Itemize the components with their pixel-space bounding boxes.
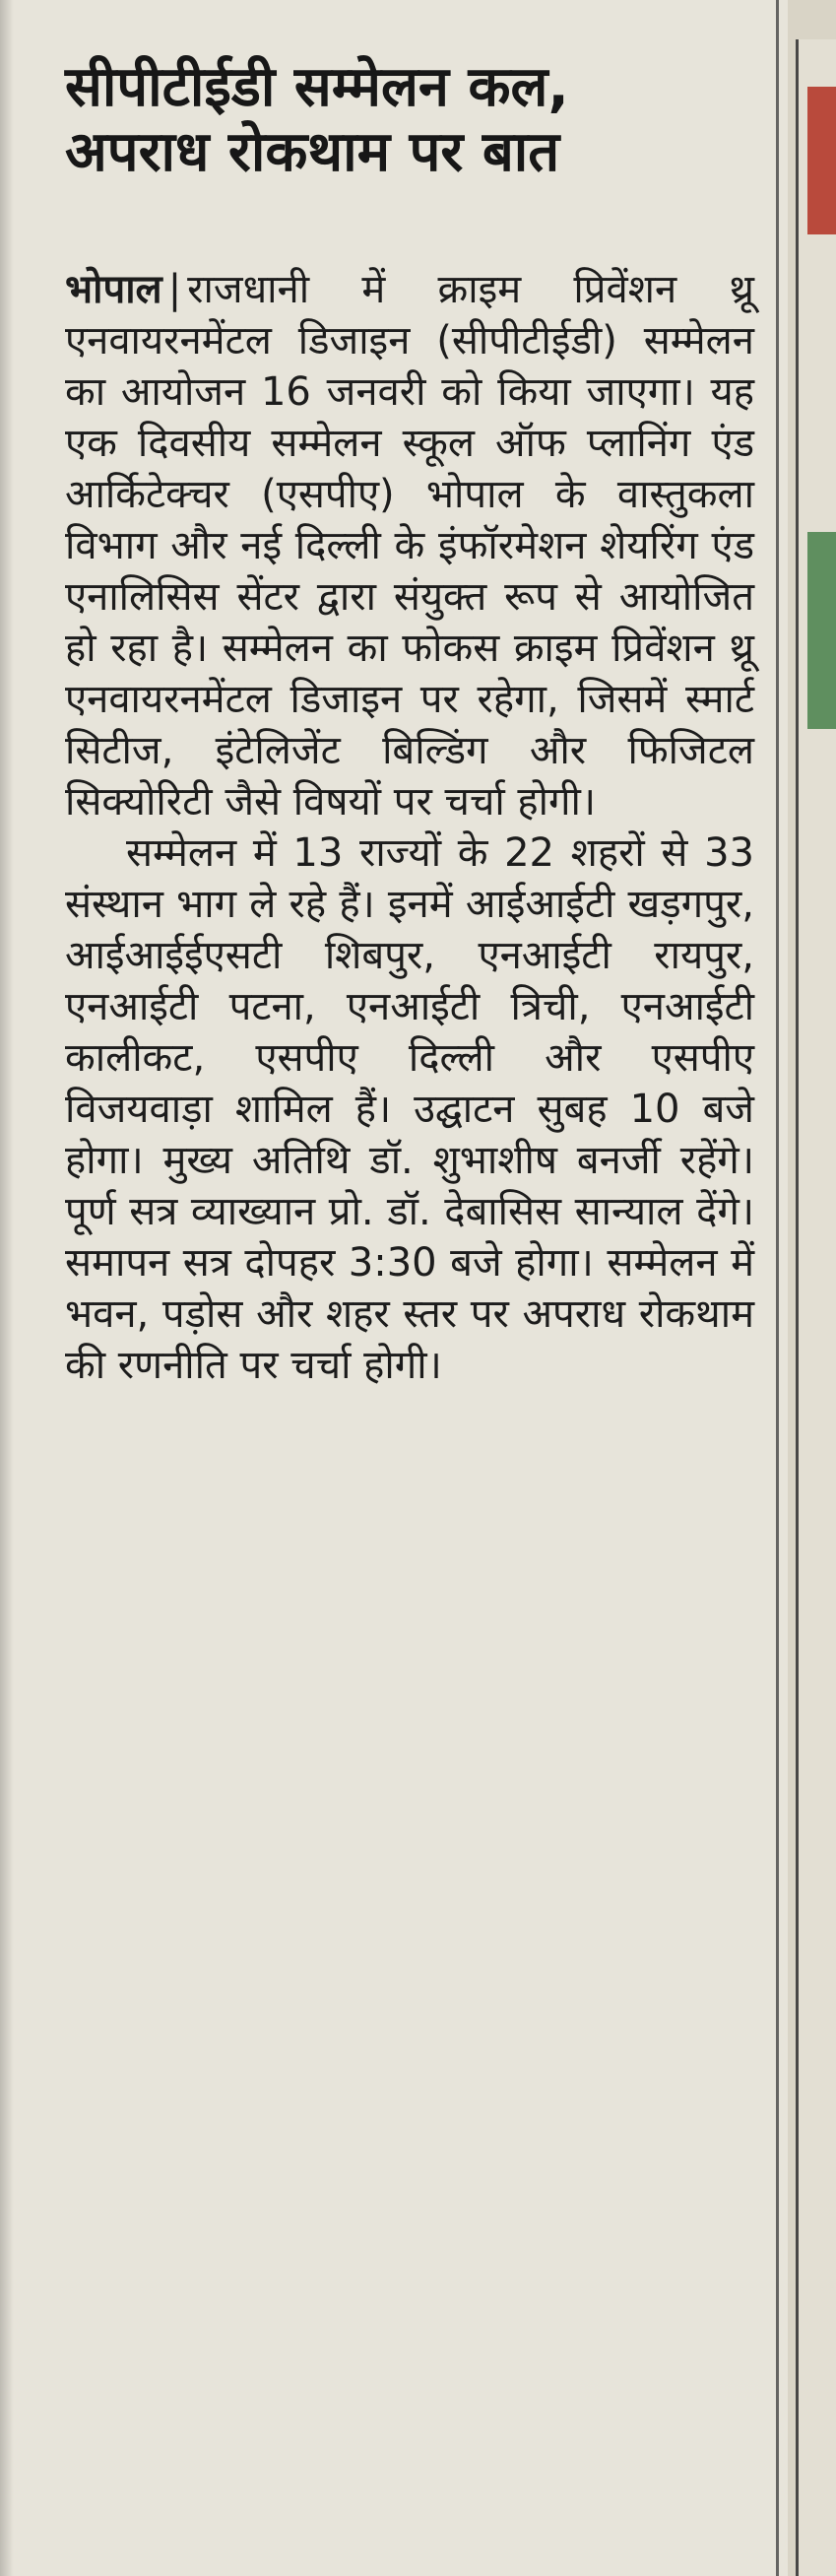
paragraph-2-text: सम्मेलन में 13 राज्यों के 22 शहरों से 33 संस्थान भाग ले रहे हैं। इनमें आईआईटी खड़गपुर, आईआईईएसटी शिबपुर, एनआईटी रायपुर, एनआईटी पटना, एनआईटी त्रिची, एनआईटी कालीकट, एसपीए दिल्ली और एसपीए विजयवाड़ा शामिल हैं। उद्घाटन सुबह 10 बजे होगा। मुख्य अतिथि डॉ. शुभाशीष बनर्जी रहेंगे। पूर्ण सत्र व्याख्यान प्रो. डॉ. देबासिस सान्याल देंगे। समापन सत्र दोपहर 3:30 बजे होगा। सम्मेलन में भवन, पड़ोस और शहर स्तर पर अपराध रोकथाम की रणनीति पर चर्चा होगी। bbox=[65, 830, 754, 1388]
dateline-separator: | bbox=[167, 267, 182, 312]
headline-line-2: अपराध रोकथाम पर बात bbox=[65, 120, 560, 184]
article-paragraph-1 bbox=[65, 264, 754, 827]
column-divider bbox=[776, 0, 779, 2576]
adjacent-red-block bbox=[807, 87, 836, 234]
adjacent-green-block bbox=[807, 532, 836, 729]
adjacent-column-edge bbox=[796, 39, 836, 2576]
adjacent-column-rule bbox=[796, 39, 799, 2576]
dateline: भोपाल bbox=[65, 267, 162, 312]
article-paragraph-2 bbox=[65, 827, 754, 1391]
article-body bbox=[65, 264, 754, 1391]
page-fold-shadow bbox=[0, 0, 14, 2576]
headline bbox=[65, 55, 754, 185]
headline-line-1: सीपीटीईडी सम्मेलन कल, bbox=[65, 55, 569, 119]
paragraph-1-text: राजधानी में क्राइम प्रिवेंशन थ्रू एनवायरनमेंटल डिजाइन (सीपीटीईडी) सम्मेलन का आयोजन 16 जनवरी को किया जाएगा। यह एक दिवसीय सम्मेलन स्कूल ऑफ प्लानिंग एंड आर्किटेक्चर (एसपीए) भोपाल के वास्तुकला विभाग और नई दिल्ली के इंफॉरमेशन शेयरिंग एंड एनालिसिस सेंटर द्वारा संयुक्त रूप से आयोजित हो रहा है। सम्मेलन का फोकस क्राइम प्रिवेंशन थ्रू एनवायरनमेंटल डिजाइन पर रहेगा, जिसमें स्मार्ट सिटीज, इंटेलिजेंट बिल्डिंग और फिजिटल सिक्योरिटी जैसे विषयों पर चर्चा होगी। bbox=[65, 267, 754, 825]
